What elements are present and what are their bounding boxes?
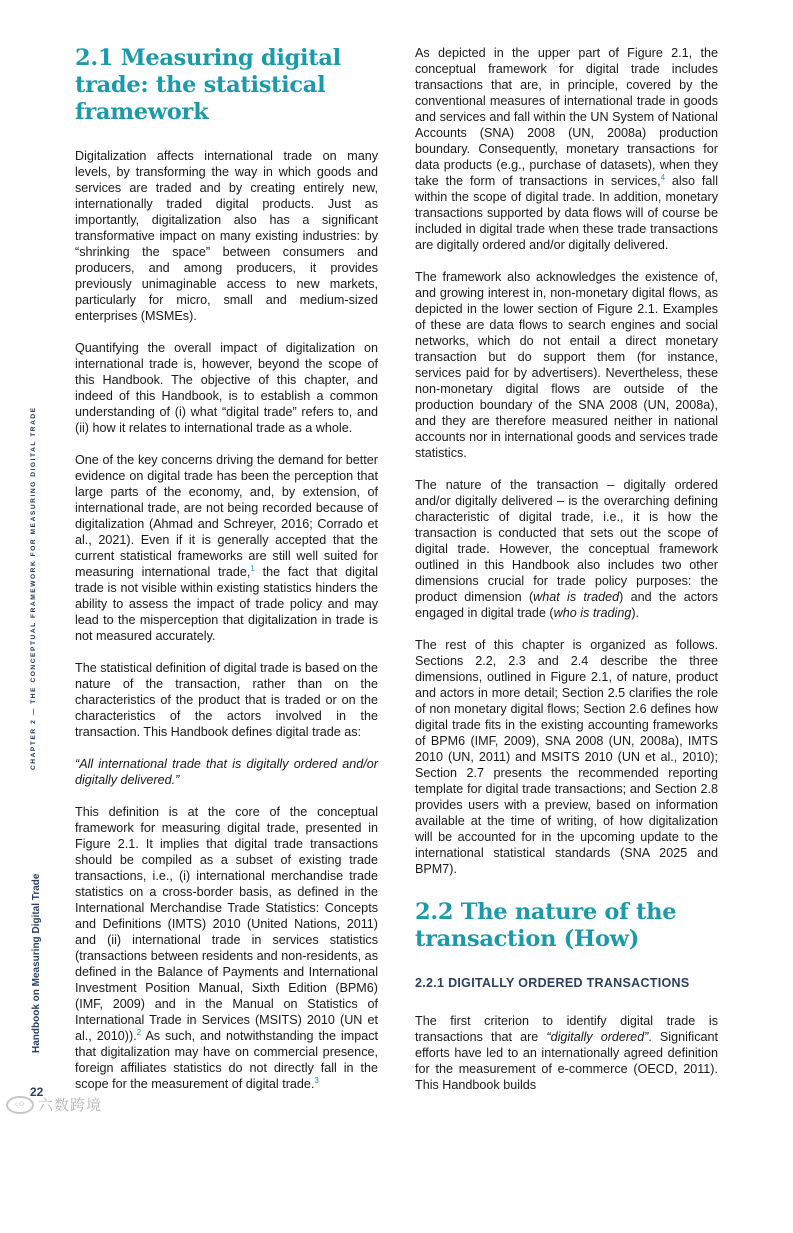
right-column	[415, 45, 718, 1109]
paragraph: The nature of the transaction – digitally ordered and/or digitally delivered – is the overarching defining characteristic of digital trade, i.e., it is how the transaction is conducted that sets out the scope of digital trade. However, the conceptual framework outlined in this Handbook also includes two other dimensions crucial for trade policy purposes: the product dimension (what is traded) and the actors engaged in digital trade (who is trading).	[415, 478, 718, 620]
publication-running-footer	[31, 873, 47, 1233]
footnote-ref[interactable]: 4	[660, 172, 666, 182]
footnote-ref[interactable]: 1	[250, 563, 255, 573]
paragraph: Digitalization affects international trade on many levels, by transforming the way in which goods and services are traded and by creating entirely new, internationally traded digital products. Just as importantly, digitalization also has a significant transformative impact on many existing industries: by “shrinking the space” between consumers and producers, and among producers, it provides previously unimaginable access to new markets, particularly for micro, small and medium-sized enterprises (MSMEs).	[75, 149, 378, 323]
subsection-heading-2-2-1: 2.2.1 DIGITALLY ORDERED TRANSACTIONS	[415, 976, 690, 990]
footnote-ref[interactable]: 2	[136, 1027, 142, 1037]
section-heading-2-2: 2.2 The nature of the transaction (How)	[415, 899, 677, 952]
paragraph: The statistical definition of digital trade is based on the nature of the transaction, rather than on the characteristics of the product that is traded or on the characteristics of the actors involved in the transaction. This Handbook defines digital trade as:	[75, 661, 378, 739]
paragraph: This definition is at the core of the conceptual framework for measuring digital trade, presented in Figure 2.1. It implies that digital trade transactions should be compiled as a subset of existing trade transactions, i.e., (i) international merchandise trade statistics on a cross-border basis, as defined in the International Merchandise Trade Statistics: Concepts and Definitions (IMTS) 2010 (United Nations, 2011) and (ii) international trade in services statistics (transactions between residents and non-residents, as defined in the Balance of Payments and International Investment Position Manual, Sixth Edition (BPM6) (IMF, 2009) and in the Manual on Statistics of International Trade in Services (MSITS) 2010 (UN et al., 2010)).$^2$ As such, and notwithstanding the impact that digitalization may have on commercial presence, foreign affiliates statistics do not directly fall in the scope for the measurement of digital trade.$^3$	[75, 805, 378, 1091]
watermark-text: 六数跨境	[38, 1097, 103, 1114]
paragraph: The rest of this chapter is organized as follows. Sections 2.2, 2.3 and 2.4 describe the three dimensions, outlined in Figure 2.1, of nature, product and actors in more detail; Section 2.5 clarifies the role of non monetary digital flows; Section 2.6 defines how digital trade fits in the existing accounting frameworks of BPM6 (IMF, 2009), SNA 2008 (UN, 2008a), IMTS 2010 (UN, 2011) and MSITS 2010 (UN et al., 2010); Section 2.7 presents the recommended reporting template for digital trade transactions; and Section 2.8 provides users with a preview, based on information available at the time of writing, of how digitalization will be accounted for in the upcoming update to the international statistical standards (SNA 2025 and BPM7).	[415, 638, 718, 876]
chapter-label: CHAPTER 2 — THE CONCEPTUAL FRAMEWORK FOR MEASURING DIGITAL TRADE	[30, 406, 37, 770]
left-column	[75, 45, 378, 1108]
paragraph: Quantifying the overall impact of digitalization on international trade is, however, beyond the scope of this Handbook. The objective of this chapter, and indeed of this Handbook, is to establish a common understanding of (i) what “digital trade” refers to, and (ii) how it relates to international trade as a whole.	[75, 341, 378, 435]
chapter-running-header	[30, 408, 46, 770]
paragraph: As depicted in the upper part of Figure 2.1, the conceptual framework for digital trade includes transactions that are, in principle, covered by the conventional measures of international trade in goods and services and fall within the UN System of National Accounts (SNA) 2008 (UN, 2008a) production boundary. Consequently, monetary transactions for data products (e.g., purchase of datasets), when they take the form of transactions in services,$^4$ also fall within the scope of digital trade. In addition, monetary transactions supported by data flows will of course be included in digital trade when these trade transactions are digitally ordered and/or digitally delivered.	[415, 46, 719, 252]
section-heading-2-1: 2.1 Measuring digital trade: the statistical framework	[75, 45, 341, 125]
watermark-logo-icon: ᶜᴼ	[6, 1096, 34, 1114]
page-number: 22	[30, 1085, 44, 1099]
paragraph: The first criterion to identify digital trade is transactions that are “digitally ordered”. Significant efforts have led to an internationally agreed definition for the measurement of e-commerce (OECD, 2011). This Handbook builds	[415, 1014, 719, 1092]
definition-quote: “All international trade that is digitally ordered and/or digitally delivered.”	[75, 757, 378, 787]
paragraph: The framework also acknowledges the existence of, and growing interest in, non-monetary digital flows, as depicted in the lower section of Figure 2.1. Examples of these are data flows to search engines and social networks, which do not entail a direct monetary transaction but do support them (for instance, services paid for by advertisers). Nevertheless, these non-monetary digital flows are outside of the production boundary of the SNA 2008 (UN, 2008a), and they are therefore measured neither in national accounts nor in international goods and services trade statistics.	[415, 270, 718, 460]
paragraph: One of the key concerns driving the demand for better evidence on digital trade has been the perception that large parts of the economy, and, by extension, of international trade, are not being recorded because of digitalization (Ahmad and Schreyer, 2016; Corrado et al., 2021). Even if it is generally accepted that the current statistical frameworks are still well suited for measuring international trade,$^1$ the fact that digital trade is not visible within existing statistics hinders the ability to assess the impact of trade policy and may lead to the misperception that digitalization in trade is not measured accurately.	[75, 453, 378, 643]
footnote-ref[interactable]: 3	[314, 1075, 319, 1085]
handbook-label: Handbook on Measuring Digital Trade	[31, 873, 42, 1053]
